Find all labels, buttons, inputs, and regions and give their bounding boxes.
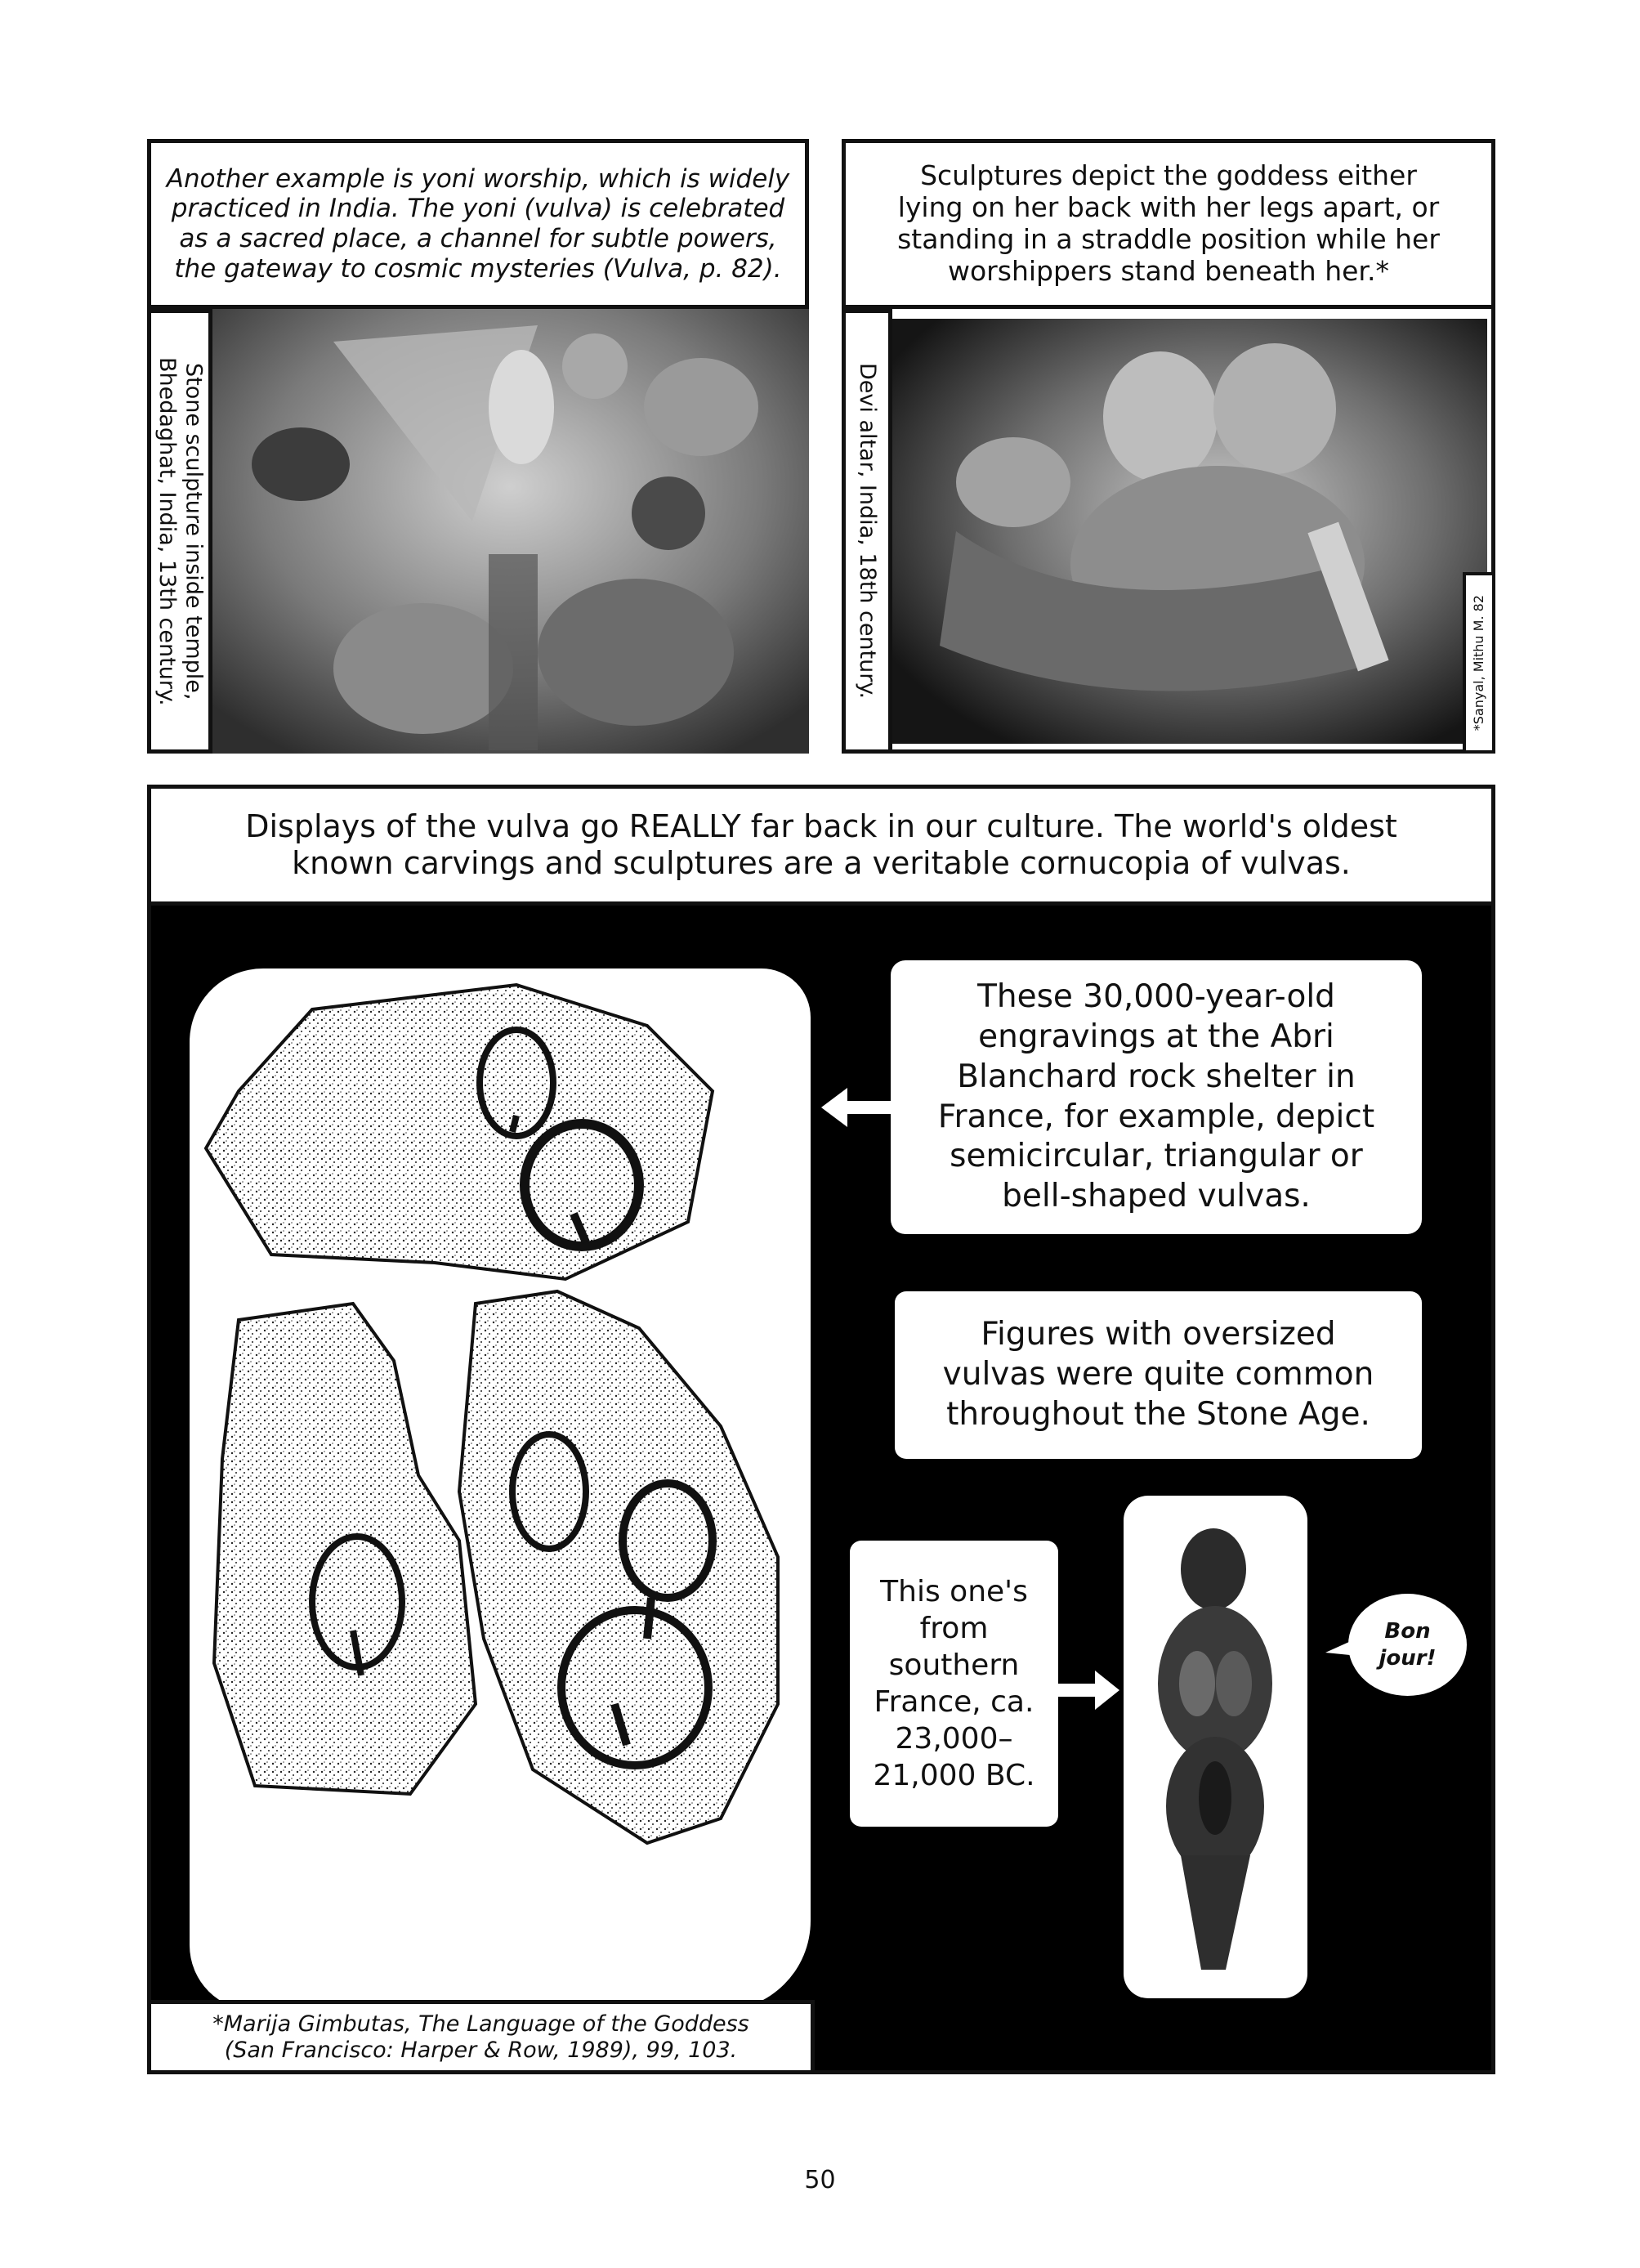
stone-sculpture-image	[211, 309, 809, 754]
photo-stone-sculpture	[211, 309, 809, 754]
venus-figurine-image	[1124, 1496, 1307, 1998]
box-southern-france: This one's from southern France, ca. 23,000– 21,000 BC.	[850, 1541, 1058, 1827]
engravings-blob	[190, 968, 811, 2011]
caption-yoni-worship: Another example is yoni worship, which is widely practiced in India. The yoni (vulva) is celebrated as a sacred place, a channel for subtle powers, the gateway to cosmic mysteries (Vulva, p. 82).	[147, 139, 809, 309]
box-engravings: These 30,000-year-old engravings at the Abri Blanchard rock shelter in France, for example, depict semicircular, triangular or bell-shaped vulvas.	[891, 960, 1422, 1234]
photo-devi-altar	[891, 319, 1487, 744]
speech-bubble-tail	[1325, 1635, 1358, 1659]
arrow-left-icon	[821, 1083, 895, 1132]
box-figures: Figures with oversized vulvas were quite common throughout the Stone Age.	[895, 1291, 1422, 1459]
page-number: 50	[804, 2166, 836, 2194]
label-stone-sculpture: Stone sculpture inside temple, Bhedaghat, India, 13th century.	[147, 309, 212, 754]
speech-bubble-bonjour: Bon jour!	[1348, 1594, 1467, 1696]
footnote-sanyal: *Sanyal, Mithu M. 82	[1463, 572, 1495, 754]
figurine-card	[1124, 1496, 1307, 1998]
footnote-gimbutas: *Marija Gimbutas, The Language of the Goddess (San Francisco: Harper & Row, 1989), 99, 103.	[147, 2000, 815, 2074]
engravings-illustration	[190, 968, 811, 2011]
devi-altar-image	[891, 319, 1487, 744]
caption-displays-of-vulva: Displays of the vulva go REALLY far back in our culture. The world's oldest known carvings and sculptures are a veritable cornucopia of vulvas.	[147, 785, 1495, 906]
arrow-right-icon	[1054, 1667, 1119, 1713]
label-devi-altar: Devi altar, India, 18th century.	[842, 309, 892, 754]
caption-goddess-sculptures: Sculptures depict the goddess either lying on her back with her legs apart, or standing in a straddle position while her worshippers stand beneath her.*	[842, 139, 1495, 309]
